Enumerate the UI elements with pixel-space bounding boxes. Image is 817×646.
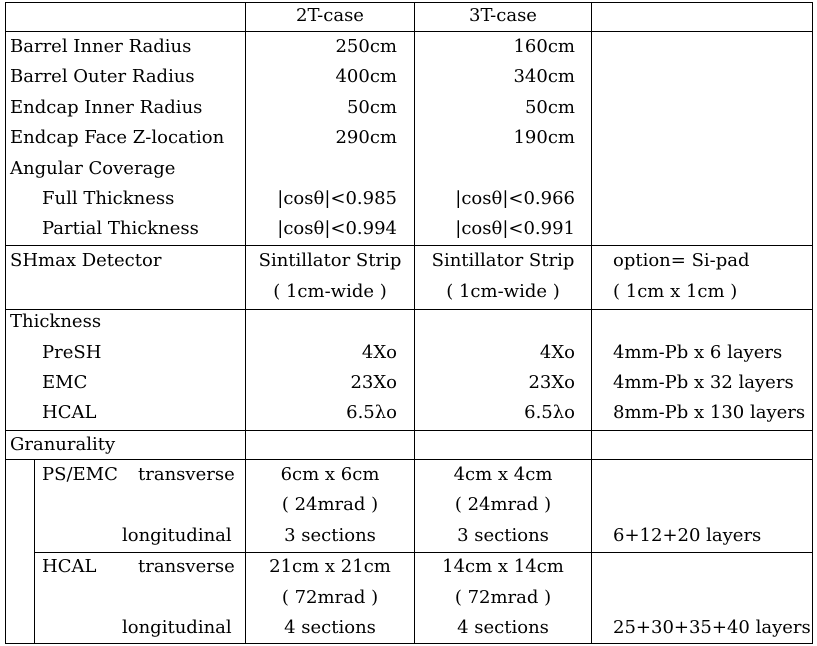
shmax-2t-line1: Sintillator Strip (258, 250, 402, 271)
ps-emc-transverse-label: transverse (138, 464, 235, 485)
ps-emc-long-3t: 3 sections (457, 525, 549, 546)
preshower-label: PreSH (42, 342, 102, 363)
hcal-thickness-3t: 6.5λo (524, 402, 575, 423)
full-thickness-3t: |cosθ|<0.966 (455, 188, 575, 209)
rule-ps-emc (34, 552, 812, 553)
ps-emc-label: PS/EMC (42, 464, 118, 485)
hcal-long-2t: 4 sections (284, 617, 376, 638)
emc-note: 4mm-Pb x 32 layers (613, 372, 794, 393)
rule-geometry (5, 245, 812, 246)
endcap-face-z-3t: 190cm (513, 127, 575, 148)
endcap-face-z-2t: 290cm (335, 127, 397, 148)
endcap-face-z-label: Endcap Face Z-location (10, 127, 225, 148)
ps-emc-trans-3t-line1: 4cm x 4cm (453, 464, 553, 485)
preshower-note: 4mm-Pb x 6 layers (613, 342, 783, 363)
emc-3t: 23Xo (528, 372, 575, 393)
angular-coverage-label: Angular Coverage (10, 158, 176, 179)
endcap-inner-radius-label: Endcap Inner Radius (10, 97, 203, 118)
partial-thickness-2t: |cosθ|<0.994 (277, 218, 397, 239)
barrel-inner-radius-2t: 250cm (335, 36, 397, 57)
rule-left (5, 2, 6, 644)
hcal-thickness-note: 8mm-Pb x 130 layers (613, 402, 806, 423)
barrel-inner-radius-3t: 160cm (513, 36, 575, 57)
hcal-long-3t: 4 sections (457, 617, 549, 638)
hcal-trans-2t-line2: ( 72mrad ) (281, 587, 379, 608)
header-3t-case: 3T-case (469, 5, 537, 26)
ps-emc-longitudinal-label: longitudinal (122, 525, 232, 546)
hcal-transverse-label: transverse (138, 556, 235, 577)
ps-emc-long-2t: 3 sections (284, 525, 376, 546)
rule-header (5, 31, 812, 32)
granularity-label: Granurality (10, 434, 116, 455)
emc-label: EMC (42, 372, 88, 393)
emc-2t: 23Xo (350, 372, 397, 393)
barrel-outer-radius-3t: 340cm (513, 66, 575, 87)
hcal-thickness-2t: 6.5λo (346, 402, 397, 423)
shmax-detector-label: SHmax Detector (10, 250, 162, 271)
ps-emc-trans-2t-line1: 6cm x 6cm (280, 464, 380, 485)
full-thickness-label: Full Thickness (42, 188, 175, 209)
barrel-outer-radius-label: Barrel Outer Radius (10, 66, 195, 87)
shmax-3t-line1: Sintillator Strip (431, 250, 575, 271)
hcal-longitudinal-label: longitudinal (122, 617, 232, 638)
header-2t-case: 2T-case (296, 5, 364, 26)
endcap-inner-radius-2t: 50cm (346, 97, 397, 118)
preshower-3t: 4Xo (539, 342, 575, 363)
rule-indent (34, 459, 35, 644)
rule-thickness (5, 430, 812, 431)
preshower-2t: 4Xo (361, 342, 397, 363)
hcal-trans-2t-line1: 21cm x 21cm (269, 556, 391, 577)
shmax-option-line1: option= Si-pad (613, 250, 750, 271)
barrel-inner-radius-label: Barrel Inner Radius (10, 36, 192, 57)
hcal-gran-label: HCAL (42, 556, 97, 577)
shmax-2t-line2: ( 1cm-wide ) (273, 281, 387, 302)
rule-top (5, 2, 812, 3)
rule-right (812, 2, 813, 644)
rule-col3 (414, 2, 415, 644)
rule-shmax (5, 309, 812, 310)
hcal-trans-3t-line2: ( 72mrad ) (454, 587, 552, 608)
hcal-trans-3t-line1: 14cm x 14cm (442, 556, 564, 577)
ps-emc-long-note: 6+12+20 layers (613, 525, 762, 546)
rule-bottom (5, 643, 812, 644)
ps-emc-trans-2t-line2: ( 24mrad ) (281, 494, 379, 515)
endcap-inner-radius-3t: 50cm (524, 97, 575, 118)
hcal-thickness-label: HCAL (42, 402, 97, 423)
barrel-outer-radius-2t: 400cm (335, 66, 397, 87)
rule-col4 (591, 2, 592, 644)
rule-col2 (245, 2, 246, 644)
partial-thickness-3t: |cosθ|<0.991 (455, 218, 575, 239)
thickness-label: Thickness (10, 311, 102, 332)
hcal-long-note: 25+30+35+40 layers (613, 617, 811, 638)
rule-granularity (5, 459, 812, 460)
partial-thickness-label: Partial Thickness (42, 218, 199, 239)
ps-emc-trans-3t-line2: ( 24mrad ) (454, 494, 552, 515)
full-thickness-2t: |cosθ|<0.985 (277, 188, 397, 209)
shmax-3t-line2: ( 1cm-wide ) (446, 281, 560, 302)
shmax-option-line2: ( 1cm x 1cm ) (613, 281, 738, 302)
